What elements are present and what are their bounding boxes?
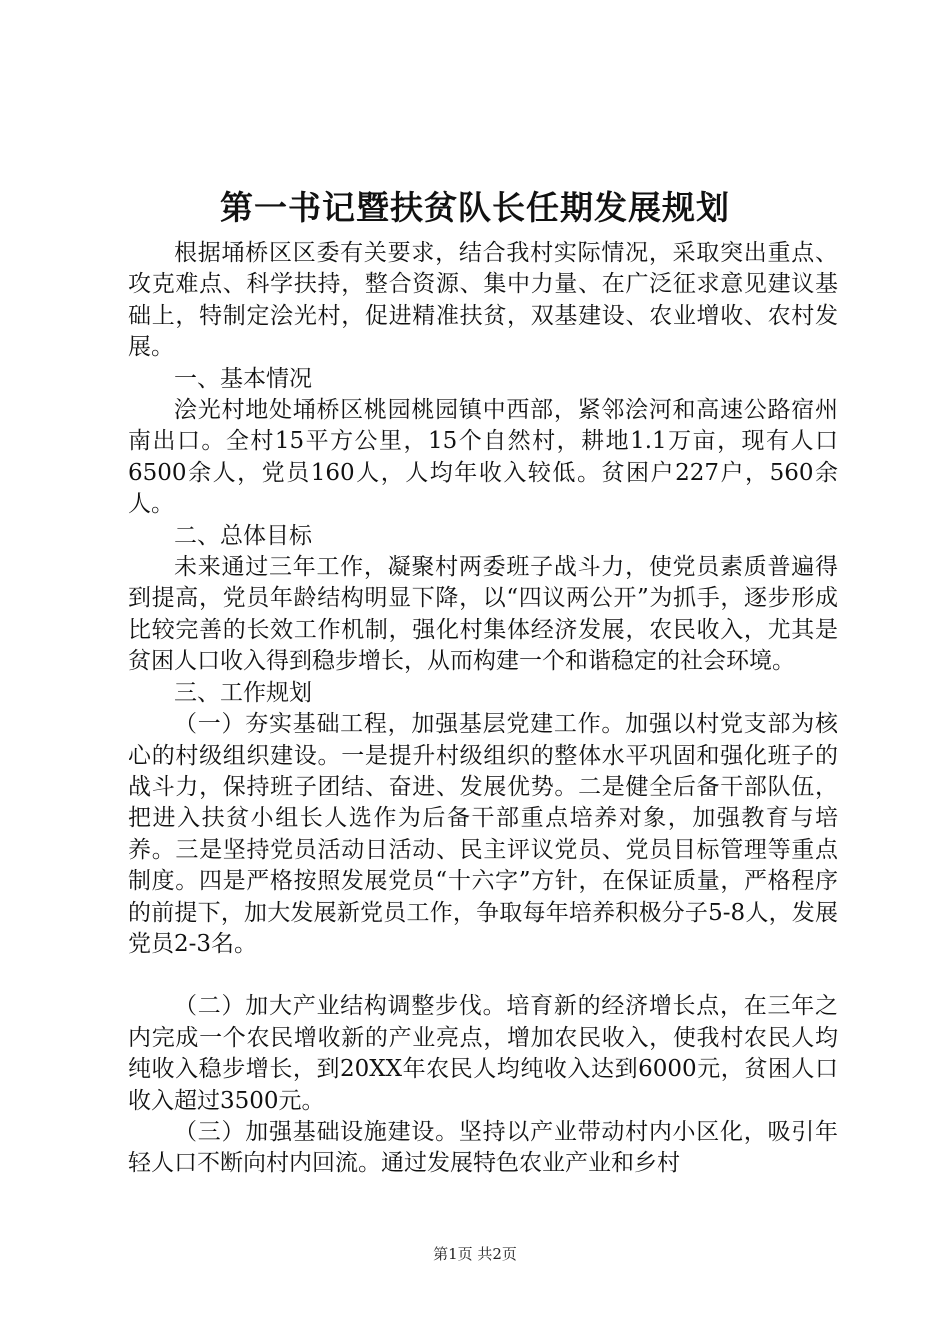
paragraph-spacer	[128, 960, 838, 991]
section-heading-basic-situation: 一、基本情况	[174, 365, 312, 392]
paragraph-basic-situation: 浍光村地处埇桥区桃园桃园镇中西部，紧邻浍河和高速公路宿州南出口。全村15平方公里，15个自然村，耕地1.1万亩，现有人口6500余人，党员160人，人均年收入较低。贫困户227户，560余人。	[128, 397, 838, 518]
paragraph-work-plan-1: （一）夯实基础工程，加强基层党建工作。加强以村党支部为核心的村级组织建设。一是提升村级组织的整体水平巩固和强化班子的战斗力，保持班子团结、奋进、发展优势。二是健全后备干部队伍，把进入扶贫小组长人选作为后备干部重点培养对象，加强教育与培养。三是坚持党员活动日活动、民主评议党员、党员目标管理等重点制度。四是严格按照发展党员“十六字”方针，在保证质量，严格程序的前提下，加大发展新党员工作，争取每年培养积极分子5-8人，发展党员2-3名。	[128, 711, 838, 957]
document-title: 第一书记暨扶贫队长任期发展规划	[220, 188, 730, 227]
document-body	[128, 238, 838, 1180]
section-heading-work-plan: 三、工作规划	[174, 679, 312, 706]
paragraph-intro: 根据埇桥区区委有关要求，结合我村实际情况，采取突出重点、攻克难点、科学扶持，整合资源、集中力量、在广泛征求意见建议基础上，特制定浍光村，促进精准扶贫，双基建设、农业增收、农村发展。	[128, 240, 838, 361]
page-number-footer: 第1页 共2页	[433, 1245, 517, 1263]
section-heading-overall-goal: 二、总体目标	[174, 522, 312, 549]
paragraph-overall-goal: 未来通过三年工作，凝聚村两委班子战斗力，使党员素质普遍得到提高，党员年龄结构明显下降，以“四议两公开”为抓手，逐步形成比较完善的长效工作机制，强化村集体经济发展，农民收入，尤其是贫困人口收入得到稳步增长，从而构建一个和谐稳定的社会环境。	[128, 554, 838, 675]
paragraph-work-plan-3: （三）加强基础设施建设。坚持以产业带动村内小区化，吸引年轻人口不断向村内回流。通过发展特色农业产业和乡村	[128, 1118, 838, 1177]
paragraph-work-plan-2: （二）加大产业结构调整步伐。培育新的经济增长点，在三年之内完成一个农民增收新的产业亮点，增加农民收入，使我村农民人均纯收入稳步增长，到20XX年农民人均纯收入达到6000元，贫困人口收入超过3500元。	[128, 993, 838, 1114]
